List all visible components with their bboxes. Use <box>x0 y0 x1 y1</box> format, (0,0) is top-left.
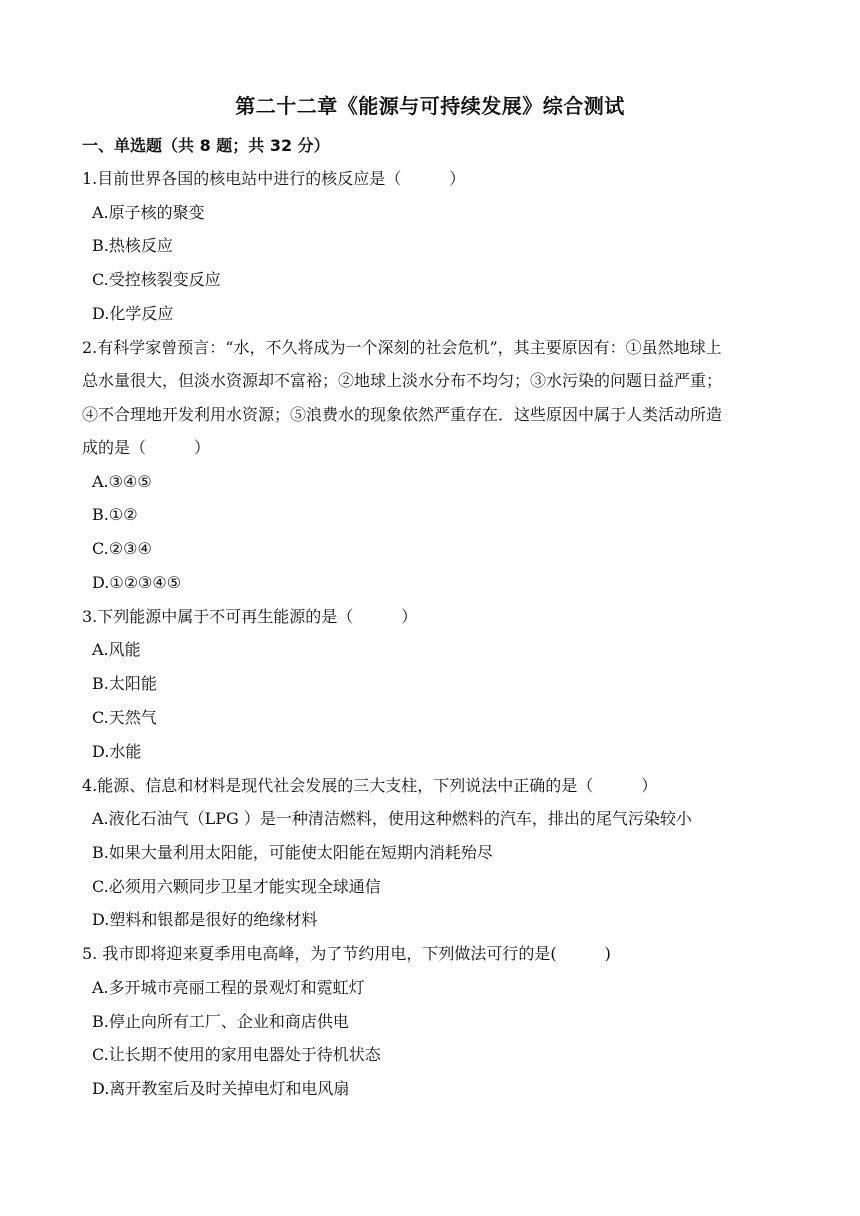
question-5 <box>82 937 782 1106</box>
question-stem: 5. 我市即将迎来夏季用电高峰，为了节约用电，下列做法可行的是( ) <box>82 944 611 964</box>
option-b: B.停止向所有工厂、企业和商店供电 <box>92 1011 349 1031</box>
question-stem-line-1: 2.有科学家曾预言：“水，不久将成为一个深刻的社会危机”，其主要原因有：①虽然地球上 <box>82 337 722 357</box>
document-title: 第二十二章《能源与可持续发展》综合测试 <box>235 94 625 118</box>
option-d: D.化学反应 <box>92 303 174 323</box>
option-b: B.①② <box>92 505 138 525</box>
option-c: C.受控核裂变反应 <box>92 270 221 290</box>
question-stem-line-2: 总水量很大，但淡水资源却不富裕；②地球上淡水分布不均匀；③水污染的问题日益严重； <box>82 371 723 391</box>
question-stem: 4.能源、信息和材料是现代社会发展的三大支柱，下列说法中正确的是（ ） <box>82 775 658 795</box>
question-stem: 1.目前世界各国的核电站中进行的核反应是（ ） <box>82 169 466 188</box>
question-stem: 3.下列能源中属于不可再生能源的是（ ） <box>82 606 418 626</box>
option-a: A.多开城市亮丽工程的景观灯和霓虹灯 <box>92 977 365 997</box>
option-b: B.太阳能 <box>92 674 157 694</box>
question-1 <box>82 162 782 331</box>
option-d: D.水能 <box>92 741 142 761</box>
question-2 <box>82 331 782 600</box>
option-d: D.离开教室后及时关掉电灯和电风扇 <box>92 1079 350 1099</box>
question-stem-line-3: ④不合理地开发利用水资源；⑤浪费水的现象依然严重存在．这些原因中属于人类活动所造 <box>82 404 723 424</box>
question-list <box>82 162 782 1106</box>
option-a: A.风能 <box>92 640 141 660</box>
option-b: B.如果大量利用太阳能，可能使太阳能在短期内消耗殆尽 <box>92 842 493 862</box>
option-a: A.液化石油气（LPG ）是一种清洁燃料，使用这种燃料的汽车，排出的尾气污染较小 <box>92 809 692 829</box>
option-d: D.①②③④⑤ <box>92 573 182 593</box>
option-c: C.必须用六颗同步卫星才能实现全球通信 <box>92 876 381 896</box>
question-4 <box>82 769 782 938</box>
question-stem-line-4: 成的是（ ） <box>82 438 211 458</box>
option-b: B.热核反应 <box>92 236 173 256</box>
option-c: C.天然气 <box>92 707 157 727</box>
option-c: C.②③④ <box>92 539 152 559</box>
option-a: A.③④⑤ <box>92 471 152 491</box>
option-d: D.塑料和银都是很好的绝缘材料 <box>92 910 318 930</box>
question-3 <box>82 600 782 769</box>
section-heading: 一、单选题（共 8 题；共 32 分） <box>82 136 330 155</box>
option-c: C.让长期不使用的家用电器处于待机状态 <box>92 1045 381 1065</box>
option-a: A.原子核的聚变 <box>92 202 205 222</box>
